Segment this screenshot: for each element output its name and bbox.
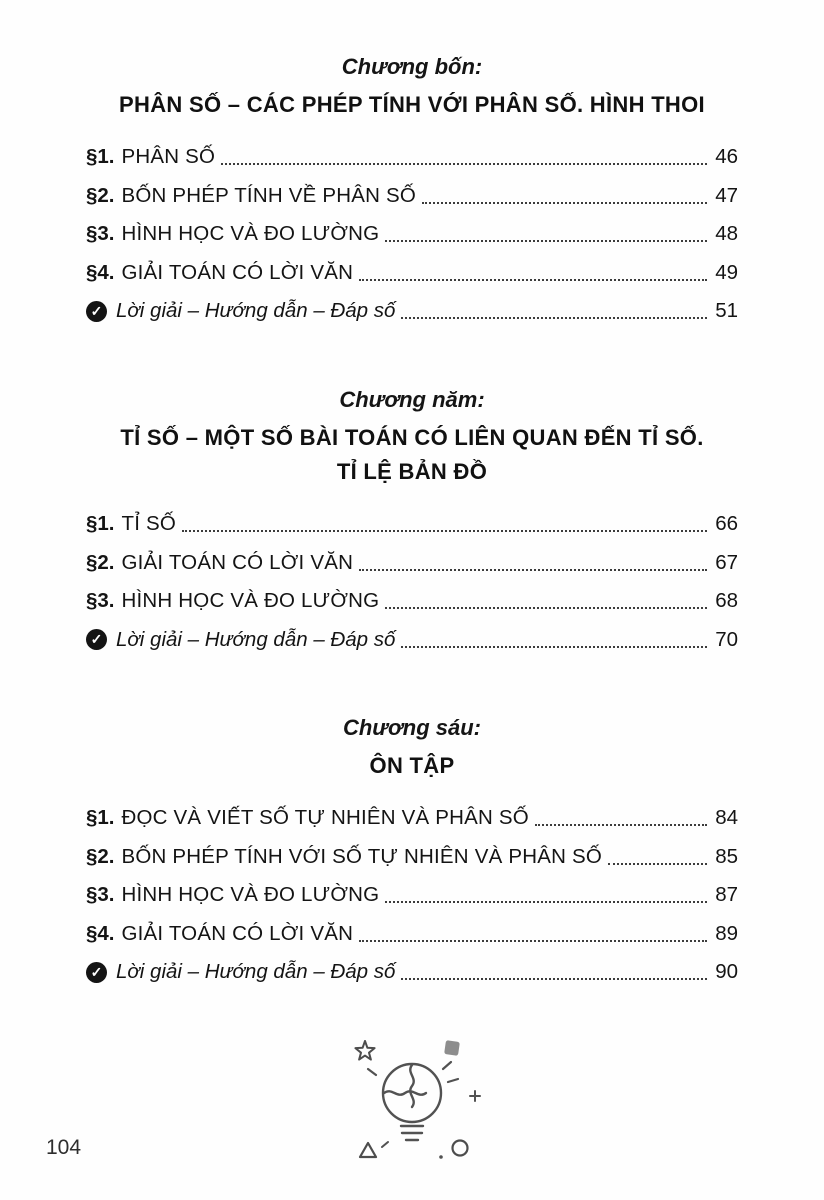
- star-icon: [355, 1041, 374, 1060]
- toc-chapter: [86, 54, 738, 331]
- toc-entry-page: 46: [715, 145, 738, 169]
- chapter-title-line: ÔN TẬP: [369, 752, 455, 778]
- sparkle-icon: [470, 1091, 480, 1101]
- dot-leader: [608, 863, 707, 865]
- dot-leader: [401, 646, 707, 648]
- toc-entry-label: §1.: [86, 806, 115, 830]
- toc-entry-page: 49: [715, 260, 738, 284]
- dot-leader: [385, 901, 707, 903]
- chapter-title: [86, 88, 738, 122]
- toc-entry-text: PHÂN SỐ: [121, 145, 216, 169]
- toc-entry: [86, 505, 738, 544]
- toc-entry-label: §3.: [86, 883, 115, 907]
- toc-entry-text: HÌNH HỌC VÀ ĐO LƯỜNG: [121, 589, 380, 613]
- toc-entry-text: BỐN PHÉP TÍNH VỀ PHÂN SỐ: [121, 183, 417, 207]
- dot-leader: [385, 240, 707, 242]
- toc-entry: [86, 837, 738, 876]
- toc-solution-entry: [86, 953, 738, 992]
- chapter-heading: Chương năm:: [339, 386, 485, 412]
- toc-entry-text: GIẢI TOÁN CÓ LỜI VĂN: [121, 550, 354, 574]
- toc-entry: [86, 799, 738, 838]
- toc-entry-text: HÌNH HỌC VÀ ĐO LƯỜNG: [121, 222, 380, 246]
- triangle-icon: [360, 1142, 388, 1157]
- toc-entry-label: §4.: [86, 921, 115, 945]
- chapter-entries: [86, 138, 738, 331]
- toc-entry-page: 48: [715, 222, 738, 246]
- toc-entry-label: §1.: [86, 145, 115, 169]
- dot-leader: [359, 569, 707, 571]
- toc-entry-label: §1.: [86, 512, 115, 536]
- toc-solution-page: 51: [715, 299, 738, 323]
- toc-entry-page: 68: [715, 589, 738, 613]
- toc-entry-label: §3.: [86, 222, 115, 246]
- lightbulb-puzzle-illustration: [327, 1035, 497, 1163]
- circle-icon: [439, 1141, 467, 1159]
- toc-entry-text: HÌNH HỌC VÀ ĐO LƯỜNG: [121, 883, 380, 907]
- square-icon: [444, 1040, 460, 1056]
- dot-leader: [535, 824, 707, 826]
- toc-solution-text: Lời giải – Hướng dẫn – Đáp số: [116, 960, 396, 984]
- dot-leader: [422, 202, 707, 204]
- toc-entry-page: 87: [715, 883, 738, 907]
- toc-solution-entry: [86, 292, 738, 331]
- toc-entry: [86, 215, 738, 254]
- toc-entry-page: 84: [715, 806, 738, 830]
- dot-leader: [401, 978, 707, 980]
- toc-entry-text: BỐN PHÉP TÍNH VỚI SỐ TỰ NHIÊN VÀ PHÂN SỐ: [121, 844, 603, 868]
- toc-entry-text: GIẢI TOÁN CÓ LỜI VĂN: [121, 260, 354, 284]
- dot-leader: [221, 163, 707, 165]
- toc-entry-label: §4.: [86, 260, 115, 284]
- toc-entry-label: §2.: [86, 183, 115, 207]
- toc-entry-text: TỈ SỐ: [121, 512, 177, 536]
- toc-entry-text: ĐỌC VÀ VIẾT SỐ TỰ NHIÊN VÀ PHÂN SỐ: [121, 806, 529, 830]
- toc-entry: [86, 543, 738, 582]
- dot-leader: [385, 607, 707, 609]
- toc-entry: [86, 177, 738, 216]
- dot-leader: [359, 940, 707, 942]
- lightbulb-icon: [383, 1064, 441, 1140]
- toc-entry: [86, 582, 738, 621]
- toc-entry: [86, 876, 738, 915]
- check-icon: ✓: [86, 629, 107, 650]
- toc-solution-entry: [86, 620, 738, 659]
- toc-entry: [86, 914, 738, 953]
- toc-entry-page: 66: [715, 512, 738, 536]
- toc-entry-page: 89: [715, 921, 738, 945]
- chapter-title-line: PHÂN SỐ – CÁC PHÉP TÍNH VỚI PHÂN SỐ. HÌNH THOI: [119, 92, 705, 117]
- toc-entry-label: §3.: [86, 589, 115, 613]
- chapter-title-line: TỈ LỆ BẢN ĐỒ: [336, 458, 488, 484]
- chapter-title-line: TỈ SỐ – MỘT SỐ BÀI TOÁN CÓ LIÊN QUAN ĐẾN TỈ SỐ.: [120, 424, 704, 450]
- toc-solution-text: Lời giải – Hướng dẫn – Đáp số: [116, 627, 396, 651]
- dot-leader: [401, 317, 707, 319]
- toc-entry: [86, 254, 738, 293]
- toc-entry-text: GIẢI TOÁN CÓ LỜI VĂN: [121, 921, 354, 945]
- chapter-title: [86, 421, 738, 489]
- toc-chapter: [86, 387, 738, 659]
- chapter-title: [86, 749, 738, 783]
- toc-entry-page: 47: [715, 183, 738, 207]
- dot-leader: [182, 530, 707, 532]
- page-number: 104: [46, 1136, 82, 1159]
- toc-solution-page: 70: [715, 627, 738, 651]
- chapter-entries: [86, 799, 738, 992]
- check-icon: ✓: [86, 962, 107, 983]
- toc-entry-page: 85: [715, 844, 738, 868]
- chapter-heading: Chương bốn:: [341, 54, 483, 79]
- toc-entry-label: §2.: [86, 844, 115, 868]
- toc-entry: [86, 138, 738, 177]
- chapter-heading: Chương sáu:: [342, 714, 482, 740]
- toc-entry-label: §2.: [86, 550, 115, 574]
- toc-chapter: [86, 715, 738, 992]
- toc-solution-text: Lời giải – Hướng dẫn – Đáp số: [116, 299, 396, 323]
- chapter-entries: [86, 505, 738, 659]
- footer-illustration: [0, 1035, 824, 1163]
- toc-solution-page: 90: [715, 960, 738, 984]
- toc-entry-page: 67: [715, 550, 738, 574]
- check-icon: ✓: [86, 301, 107, 322]
- dot-leader: [359, 279, 707, 281]
